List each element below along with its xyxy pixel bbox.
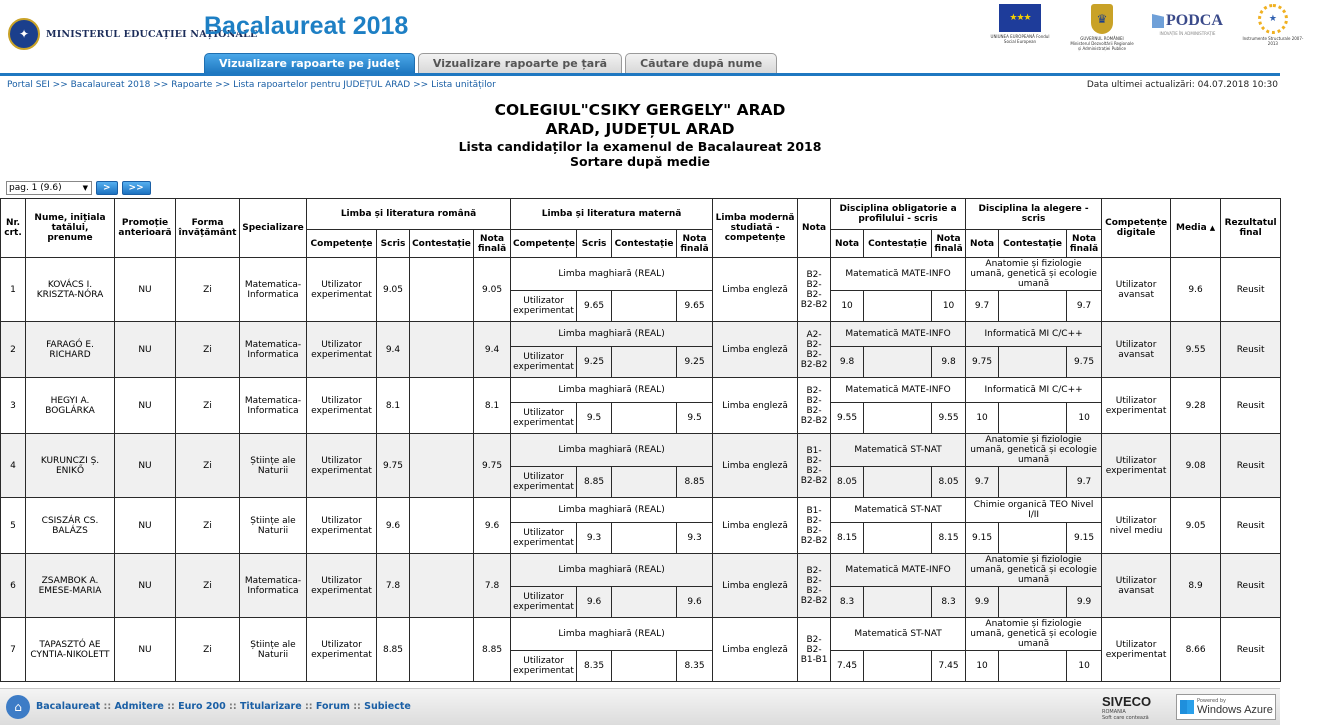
col-media-label: Media [1175,223,1207,233]
cell-dal-nota: 9.9 [966,587,999,618]
col-group-romana: Limba și literatura română [307,199,511,230]
footer-separator: :: [304,701,313,712]
breadcrumb-link[interactable]: Lista rapoartelor pentru JUDEȚUL ARAD [233,80,411,90]
cell-media: 9.6 [1171,258,1221,322]
cell-dig: Utilizator nivel mediu [1102,498,1171,554]
cell-forma: Zi [176,498,240,554]
cell-rez: Reusit [1221,378,1281,434]
table-row [1,434,1281,467]
cell-dob-final: 8.05 [932,467,966,498]
footer-separator: :: [229,701,237,712]
cell-dig: Utilizator experimentat [1102,618,1171,682]
cell-nr: 1 [1,258,26,322]
cell-dob-name: Matematică MATE-INFO [831,378,966,403]
cell-dob-final: 10 [932,291,966,322]
cell-lr-final: 9.6 [474,498,511,554]
cell-lm-comp: Utilizator experimentat [511,403,577,434]
cell-dal-final: 9.75 [1067,347,1102,378]
cell-lm-final: 9.3 [677,523,713,554]
cell-dob-final: 9.8 [932,347,966,378]
cell-nr: 7 [1,618,26,682]
eu-flag-icon: ★★★ [999,4,1041,32]
footer-link[interactable]: Titularizare [239,701,302,712]
cell-dob-final: 8.15 [932,523,966,554]
cell-forma: Zi [176,434,240,498]
dropdown-caret-icon: ▼ [82,184,88,192]
cell-lr-comp: Utilizator experimentat [307,322,377,378]
cell-lm-cont [612,291,677,322]
cell-lm-name: Limba maghiară (REAL) [511,434,713,467]
cell-dal-cont [999,467,1067,498]
cell-lm-comp: Utilizator experimentat [511,651,577,682]
col-promotie: Promoție anterioară [115,199,176,258]
cell-dob-name: Matematică MATE-INFO [831,322,966,347]
cell-nume: KURUNCZI Ș. ENIKŐ [26,434,115,498]
col-group-obligatorie: Disciplina obligatorie a profilului - scris [831,199,966,230]
cell-dal-name: Chimie organică TEO Nivel I/II [966,498,1102,523]
cell-dob-name: Matematică ST-NAT [831,618,966,651]
col-group-alegere: Disciplina la alegere - scris [966,199,1102,230]
cell-promotie: NU [115,258,176,322]
cell-specializare: Științe ale Naturii [240,498,307,554]
cell-nota: B2-B2-B2-B2-B2 [798,554,831,618]
cell-lm-scris: 8.85 [577,467,612,498]
table-row [1,554,1281,587]
cell-lm-scris: 9.5 [577,403,612,434]
results-table-body [1,258,1281,682]
table-row [1,498,1281,523]
results-table-wrap [0,198,1280,688]
cell-nota: B2-B2-B1-B1 [798,618,831,682]
footer-link[interactable]: Admitere [114,701,164,712]
cell-dig: Utilizator avansat [1102,554,1171,618]
cell-dob-nota: 9.8 [831,347,864,378]
cell-rez: Reusit [1221,498,1281,554]
cell-dal-name: Anatomie și fiziologie umană, genetică și ecologie umană [966,618,1102,651]
cell-lm-final: 9.6 [677,587,713,618]
cell-lmod: Limba engleză [713,258,798,322]
cell-lr-final: 7.8 [474,554,511,618]
cell-rez: Reusit [1221,322,1281,378]
breadcrumb [7,80,496,90]
cell-dal-name: Informatică MI C/C++ [966,322,1102,347]
cell-nota: B1-B2-B2-B2-B2 [798,434,831,498]
cell-nume: FARAGÓ E. RICHARD [26,322,115,378]
cell-lm-name: Limba maghiară (REAL) [511,378,713,403]
ministry-crest-icon: ✦ [8,18,40,50]
cell-nume: HEGYI A. BOGLÁRKA [26,378,115,434]
cell-lr-comp: Utilizator experimentat [307,434,377,498]
cell-lm-comp: Utilizator experimentat [511,467,577,498]
col-lm-nota-finala: Nota finală [677,230,713,258]
cell-lr-final: 8.85 [474,618,511,682]
breadcrumb-link[interactable]: Rapoarte [171,80,213,90]
azure-badge[interactable] [1176,694,1276,720]
cell-lr-cont [410,258,474,322]
col-lm-contestatie: Contestație [612,230,677,258]
col-media-sort[interactable] [1171,199,1221,258]
cell-dob-name: Matematică MATE-INFO [831,258,966,291]
col-lm-competente: Competențe [511,230,577,258]
cell-dob-name: Matematică ST-NAT [831,498,966,523]
cell-nr: 6 [1,554,26,618]
cell-lr-final: 9.4 [474,322,511,378]
cell-dal-cont [999,587,1067,618]
siveco-name: SIVECO [1102,694,1152,709]
cell-promotie: NU [115,378,176,434]
cell-lm-name: Limba maghiară (REAL) [511,322,713,347]
cell-lm-scris: 9.6 [577,587,612,618]
gov-crest-icon: ♛ [1091,4,1113,34]
col-dal-contestatie: Contestație [999,230,1067,258]
results-table [0,198,1281,682]
cell-dob-nota: 10 [831,291,864,322]
podca-name: PODCA [1166,12,1223,29]
footer [0,688,1280,725]
cell-lr-cont [410,322,474,378]
windows-flag-icon [1180,700,1194,714]
cell-dal-name: Anatomie și fiziologie umană, genetică și ecologie umană [966,554,1102,587]
col-lr-scris: Scris [377,230,410,258]
cell-dal-final: 9.9 [1067,587,1102,618]
cell-dob-cont [864,347,932,378]
footer-links [36,701,411,712]
cell-lm-cont [612,347,677,378]
cell-lm-final: 9.25 [677,347,713,378]
cell-lm-scris: 9.65 [577,291,612,322]
report-subtitle: Lista candidaților la examenul de Bacalaureat 2018 [458,139,822,154]
cell-lr-cont [410,434,474,498]
podca-mark-icon [1152,14,1164,28]
cell-lm-scris: 9.25 [577,347,612,378]
gov-logo-caption: GUVERNUL ROMÂNIEI Ministerul Dezvoltării Regionale și Administrației Publice [1070,36,1134,51]
cell-rez: Reusit [1221,258,1281,322]
next-page-button[interactable]: > [96,181,118,195]
cell-lm-comp: Utilizator experimentat [511,291,577,322]
azure-powered-by: Powered by [1197,698,1226,704]
cell-dal-final: 9.15 [1067,523,1102,554]
cell-lr-scris: 9.6 [377,498,410,554]
gov-logo [1070,4,1134,51]
eu-stars-icon: ★ [1258,4,1288,34]
siveco-logo[interactable] [1102,694,1151,721]
school-location: ARAD, JUDEȚUL ARAD [545,120,735,138]
table-row [1,378,1281,403]
pager [6,181,151,195]
footer-link[interactable]: Forum [315,701,350,712]
col-nr: Nr. crt. [1,199,26,258]
portal-home-icon[interactable]: ⌂ [6,695,30,719]
cell-nr: 2 [1,322,26,378]
cell-nr: 4 [1,434,26,498]
cell-dal-nota: 9.7 [966,291,999,322]
cell-dal-cont [999,651,1067,682]
col-competente-digitale: Competențe digitale [1102,199,1171,258]
cell-lm-comp: Utilizator experimentat [511,347,577,378]
footer-link[interactable]: Bacalaureat [36,701,101,712]
report-tabs [204,53,780,73]
cell-lr-cont [410,378,474,434]
cell-lm-name: Limba maghiară (REAL) [511,618,713,651]
cell-lmod: Limba engleză [713,498,798,554]
cell-dob-nota: 8.05 [831,467,864,498]
col-lr-nota-finala: Nota finală [474,230,511,258]
cell-dob-nota: 7.45 [831,651,864,682]
col-limba-moderna: Limba modernă studiată - competențe [713,199,798,258]
cell-lm-final: 8.35 [677,651,713,682]
cell-lm-cont [612,523,677,554]
breadcrumb-separator: >> [52,80,68,90]
table-row [1,258,1281,291]
breadcrumb-separator: >> [215,80,231,90]
app-title[interactable]: Bacalaureat 2018 [204,12,409,40]
cell-lm-scris: 9.3 [577,523,612,554]
cell-dal-nota: 10 [966,651,999,682]
cell-promotie: NU [115,322,176,378]
cell-lr-scris: 8.85 [377,618,410,682]
cell-forma: Zi [176,322,240,378]
table-row [1,322,1281,347]
col-lr-contestatie: Contestație [410,230,474,258]
cell-dal-nota: 9.7 [966,467,999,498]
cell-nota: B2-B2-B2-B2-B2 [798,378,831,434]
col-dal-nota: Nota [966,230,999,258]
cell-dob-cont [864,291,932,322]
table-row [1,618,1281,651]
cell-nume: KOVÁCS I. KRISZTA-NÓRA [26,258,115,322]
ministry-name: MINISTERUL EDUCAȚIEI NAȚIONALE [46,28,258,40]
eu-logo-caption: UNIUNEA EUROPEANĂ Fondul Social European [990,34,1050,44]
cell-media: 9.55 [1171,322,1221,378]
cell-lm-final: 9.5 [677,403,713,434]
cell-media: 9.05 [1171,498,1221,554]
tab-2[interactable]: Căutare după nume [625,53,777,73]
podca-logo [1152,4,1223,36]
cell-media: 8.9 [1171,554,1221,618]
cell-dob-nota: 9.55 [831,403,864,434]
col-forma: Forma învățământ [176,199,240,258]
cell-dal-nota: 10 [966,403,999,434]
cell-lm-name: Limba maghiară (REAL) [511,258,713,291]
col-nota: Nota [798,199,831,258]
cell-promotie: NU [115,434,176,498]
tab-0[interactable]: Vizualizare rapoarte pe județ [204,53,415,73]
cell-lmod: Limba engleză [713,434,798,498]
cell-nume: TAPASZTÓ AE CYNTIA-NIKOLETT [26,618,115,682]
cell-lm-cont [612,467,677,498]
report-titles [0,101,1280,169]
cell-lr-final: 8.1 [474,378,511,434]
cell-dob-cont [864,467,932,498]
cell-dig: Utilizator avansat [1102,258,1171,322]
cell-lr-scris: 9.05 [377,258,410,322]
col-nume: Nume, inițiala tatălui, prenume [26,199,115,258]
col-group-materna: Limba și literatura maternă [511,199,713,230]
col-dob-nota: Nota [831,230,864,258]
last-page-button[interactable]: >> [122,181,151,195]
cell-specializare: Matematica-Informatica [240,378,307,434]
cell-lr-cont [410,498,474,554]
partner-logos [988,4,1323,51]
breadcrumb-link[interactable]: Bacalaureat 2018 [70,80,151,90]
cell-forma: Zi [176,378,240,434]
cell-lm-cont [612,587,677,618]
cell-nota: B1-B2-B2-B2-B2 [798,498,831,554]
breadcrumb-bar [0,79,1280,93]
cell-dal-final: 10 [1067,403,1102,434]
cell-lm-cont [612,651,677,682]
cell-nume: CSISZÁR CS. BALÁZS [26,498,115,554]
cell-dal-name: Anatomie și fiziologie umană, genetică și ecologie umană [966,434,1102,467]
cell-lr-final: 9.75 [474,434,511,498]
col-specializare: Specializare [240,199,307,258]
last-update-text: Data ultimei actualizări: 04.07.2018 10:30 [1086,80,1278,90]
cell-dob-name: Matematică ST-NAT [831,434,966,467]
siveco-country: ROMANIA [1102,709,1126,715]
cell-dal-cont [999,523,1067,554]
cell-nume: ZSAMBOK A. EMESE-MARIA [26,554,115,618]
footer-link[interactable]: Euro 200 [178,701,226,712]
cell-dal-name: Informatică MI C/C++ [966,378,1102,403]
cell-lr-scris: 9.75 [377,434,410,498]
cell-dig: Utilizator experimentat [1102,434,1171,498]
cell-dal-cont [999,403,1067,434]
cell-lmod: Limba engleză [713,554,798,618]
cell-dig: Utilizator experimentat [1102,378,1171,434]
cell-dal-final: 9.7 [1067,467,1102,498]
cell-lr-comp: Utilizator experimentat [307,258,377,322]
cell-media: 8.66 [1171,618,1221,682]
cell-rez: Reusit [1221,554,1281,618]
cell-dob-cont [864,523,932,554]
cell-lr-comp: Utilizator experimentat [307,618,377,682]
cell-dob-name: Matematică MATE-INFO [831,554,966,587]
cell-lr-scris: 7.8 [377,554,410,618]
cell-dal-cont [999,291,1067,322]
eu-logo [988,4,1052,44]
cell-media: 9.08 [1171,434,1221,498]
cell-lm-comp: Utilizator experimentat [511,587,577,618]
cell-lmod: Limba engleză [713,322,798,378]
cell-lm-final: 9.65 [677,291,713,322]
breadcrumb-separator: >> [153,80,169,90]
page-select-value: pag. 1 (9.6) [9,183,62,193]
cell-lm-final: 8.85 [677,467,713,498]
col-lr-competente: Competențe [307,230,377,258]
instruments-caption: Instrumente Structurale 2007-2013 [1242,36,1304,46]
footer-link[interactable]: Subiecte [364,701,411,712]
col-dob-nota-finala: Nota finală [932,230,966,258]
instruments-logo [1241,4,1305,46]
cell-specializare: Matematica-Informatica [240,322,307,378]
cell-lr-comp: Utilizator experimentat [307,378,377,434]
cell-forma: Zi [176,258,240,322]
cell-lr-comp: Utilizator experimentat [307,554,377,618]
cell-dal-final: 10 [1067,651,1102,682]
footer-separator: :: [103,701,112,712]
cell-lm-scris: 8.35 [577,651,612,682]
tab-1[interactable]: Vizualizare rapoarte pe țară [418,53,622,73]
cell-nr: 3 [1,378,26,434]
cell-lmod: Limba engleză [713,618,798,682]
breadcrumb-link[interactable]: Lista unităților [431,80,496,90]
cell-nota: A2-B2-B2-B2-B2 [798,322,831,378]
cell-lm-name: Limba maghiară (REAL) [511,498,713,523]
footer-separator: :: [353,701,361,712]
cell-forma: Zi [176,554,240,618]
col-lm-scris: Scris [577,230,612,258]
header-divider [0,73,1280,76]
cell-dob-final: 9.55 [932,403,966,434]
cell-rez: Reusit [1221,618,1281,682]
cell-dob-nota: 8.3 [831,587,864,618]
cell-dal-name: Anatomie și fiziologie umană, genetică și ecologie umană [966,258,1102,291]
cell-lr-scris: 9.4 [377,322,410,378]
cell-dob-final: 8.3 [932,587,966,618]
cell-dob-cont [864,651,932,682]
cell-promotie: NU [115,498,176,554]
cell-specializare: Matematica-Informatica [240,258,307,322]
col-dal-nota-finala: Nota finală [1067,230,1102,258]
cell-specializare: Științe ale Naturii [240,434,307,498]
col-rezultat: Rezultatul final [1221,199,1281,258]
page-select[interactable] [6,181,92,195]
cell-lm-name: Limba maghiară (REAL) [511,554,713,587]
breadcrumb-separator: >> [413,80,429,90]
cell-specializare: Științe ale Naturii [240,618,307,682]
school-title: COLEGIUL"CSIKY GERGELY" ARAD [494,101,786,119]
cell-rez: Reusit [1221,434,1281,498]
cell-nr: 5 [1,498,26,554]
cell-media: 9.28 [1171,378,1221,434]
cell-lr-cont [410,618,474,682]
cell-promotie: NU [115,554,176,618]
cell-nota: B2-B2-B2-B2-B2 [798,258,831,322]
cell-dal-nota: 9.75 [966,347,999,378]
cell-lr-final: 9.05 [474,258,511,322]
siveco-tagline: Soft care contează [1102,715,1149,721]
cell-specializare: Matematica-Informatica [240,554,307,618]
cell-lr-scris: 8.1 [377,378,410,434]
col-dob-contestatie: Contestație [864,230,932,258]
cell-lr-cont [410,554,474,618]
cell-lm-cont [612,403,677,434]
sort-asc-icon: ▲ [1209,224,1216,232]
cell-promotie: NU [115,618,176,682]
cell-dob-final: 7.45 [932,651,966,682]
breadcrumb-link[interactable]: Portal SEI [7,80,50,90]
azure-name: Windows Azure [1197,704,1273,716]
header [0,0,1304,76]
podca-tagline: INOVAȚIE ÎN ADMINISTRAȚIE [1159,31,1216,36]
cell-forma: Zi [176,618,240,682]
cell-dob-cont [864,403,932,434]
cell-lr-comp: Utilizator experimentat [307,498,377,554]
cell-lmod: Limba engleză [713,378,798,434]
cell-dal-cont [999,347,1067,378]
cell-dig: Utilizator avansat [1102,322,1171,378]
cell-dal-nota: 9.15 [966,523,999,554]
cell-dal-final: 9.7 [1067,291,1102,322]
cell-dob-cont [864,587,932,618]
cell-lm-comp: Utilizator experimentat [511,523,577,554]
sort-caption: Sortare după medie [570,154,710,169]
footer-separator: :: [167,701,175,712]
cell-dob-nota: 8.15 [831,523,864,554]
